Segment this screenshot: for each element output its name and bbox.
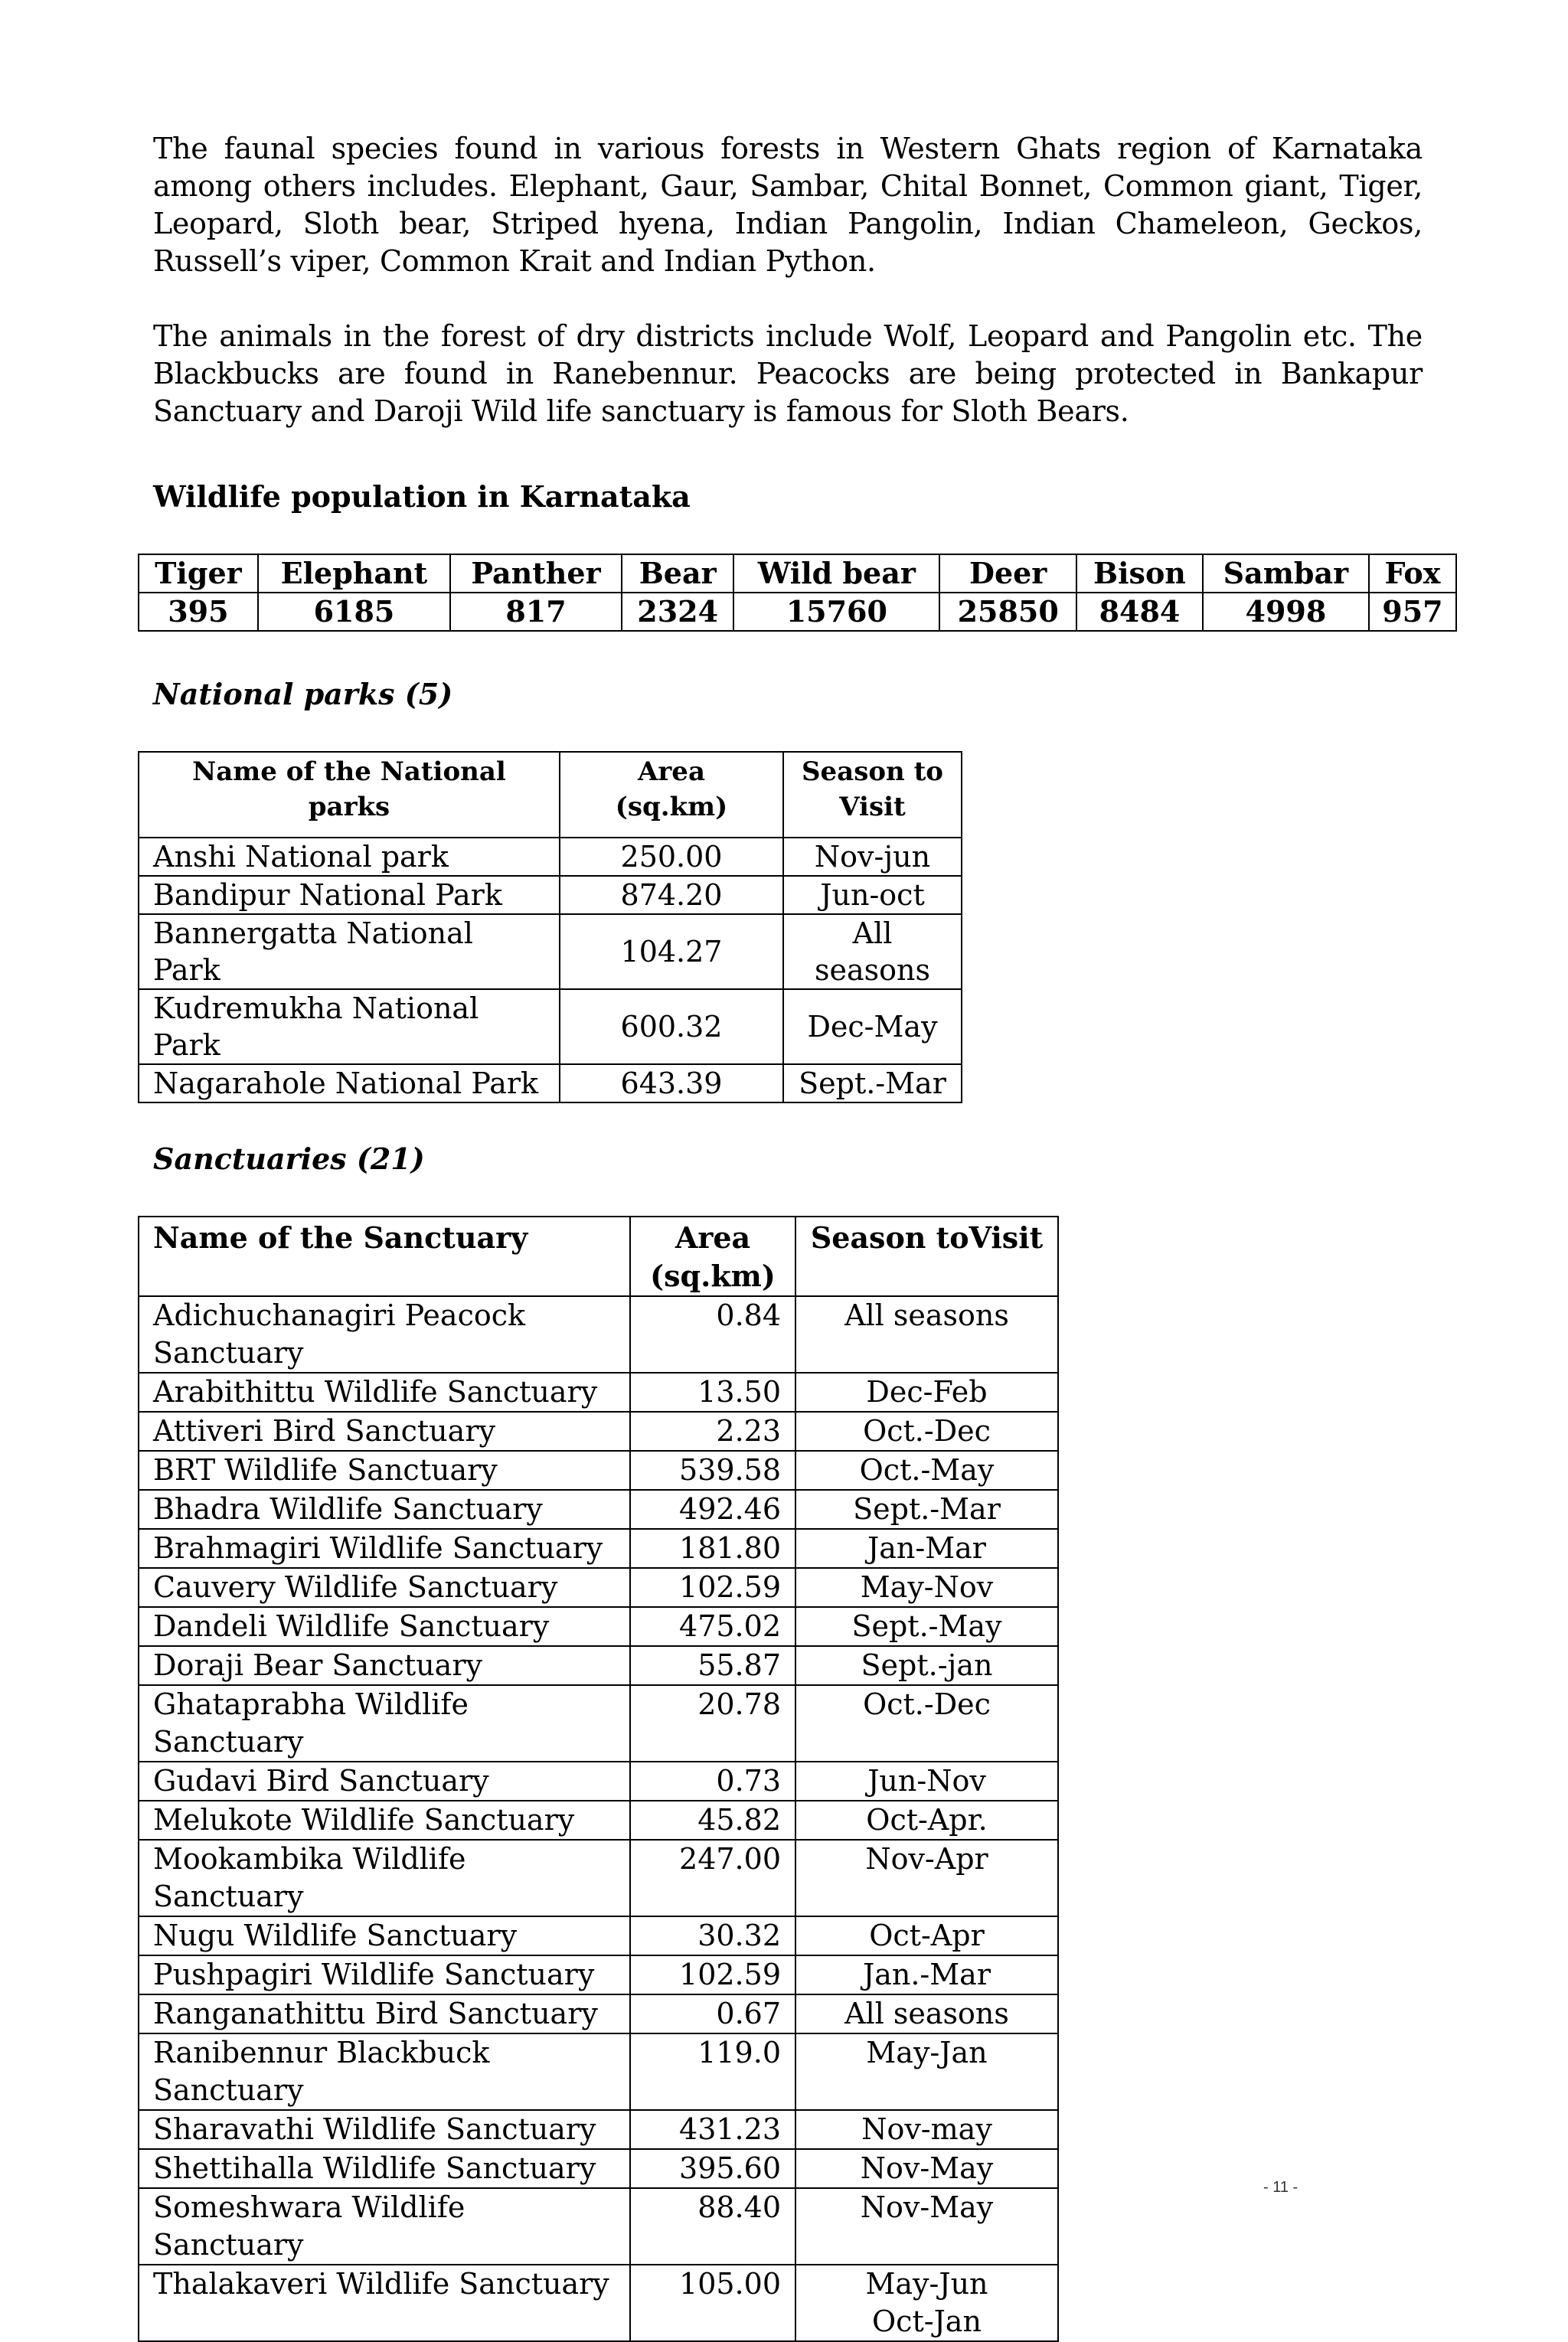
sanctuary-area-cell: 55.87 bbox=[630, 1646, 795, 1685]
national-park-name-cell: Bandipur National Park bbox=[139, 876, 560, 914]
sanctuary-row bbox=[139, 1994, 1058, 2033]
national-park-season-cell: Nov-jun bbox=[783, 838, 962, 876]
sanctuary-area-cell: 492.46 bbox=[630, 1490, 795, 1529]
sanctuary-area-cell: 2.23 bbox=[630, 1412, 795, 1451]
sanctuary-season-cell: Oct.-Dec bbox=[795, 1685, 1058, 1762]
national-park-row bbox=[139, 1064, 962, 1102]
sanctuary-row bbox=[139, 1529, 1058, 1568]
sanctuary-name-cell: Dandeli Wildlife Sanctuary bbox=[139, 1607, 630, 1646]
sanctuary-row bbox=[139, 1646, 1058, 1685]
sanctuary-season-cell: Nov-May bbox=[795, 2188, 1058, 2265]
sanctuary-area-cell: 539.58 bbox=[630, 1451, 795, 1490]
document-page bbox=[153, 130, 1443, 2342]
sanctuary-season-cell: Jan.-Mar bbox=[795, 1955, 1058, 1994]
population-animal-cell: Panther bbox=[450, 554, 622, 593]
sanctuary-row bbox=[139, 1762, 1058, 1801]
national-park-season-cell: All seasons bbox=[783, 914, 962, 989]
paragraph-dry-districts: The animals in the forest of dry districts include Wolf, Leopard and Pangolin etc. The Blackbucks are found in Ranebennur. Peacocks are being protected in Bankapur Sanctuary and Daroji Wild life sanctuary is famous for Sloth Bears. bbox=[153, 319, 1423, 428]
sanctuary-area-cell: 105.00 bbox=[630, 2265, 795, 2341]
sanctuaries-body bbox=[139, 1296, 1058, 2341]
population-count-cell: 4998 bbox=[1203, 593, 1369, 631]
population-count-cell: 25850 bbox=[939, 593, 1076, 631]
sanctuary-area-cell: 45.82 bbox=[630, 1801, 795, 1840]
sanctuary-season-cell: Jun-Nov bbox=[795, 1762, 1058, 1801]
sanctuary-name-cell: Cauvery Wildlife Sanctuary bbox=[139, 1568, 630, 1607]
national-park-row bbox=[139, 914, 962, 989]
sanctuary-area-cell: 30.32 bbox=[630, 1916, 795, 1955]
sanctuary-name-cell: Arabithittu Wildlife Sanctuary bbox=[139, 1373, 630, 1412]
sanctuary-name-cell: Shettihalla Wildlife Sanctuary bbox=[139, 2149, 630, 2188]
sanctuary-name-cell: Nugu Wildlife Sanctuary bbox=[139, 1916, 630, 1955]
sanctuary-row bbox=[139, 1568, 1058, 1607]
sanctuary-name-cell: Adichuchanagiri Peacock Sanctuary bbox=[139, 1296, 630, 1373]
sanctuary-name-cell: Ghataprabha Wildlife Sanctuary bbox=[139, 1685, 630, 1762]
sanctuary-name-cell: Gudavi Bird Sanctuary bbox=[139, 1762, 630, 1801]
population-count-cell: 6185 bbox=[258, 593, 450, 631]
sanctuary-area-cell: 181.80 bbox=[630, 1529, 795, 1568]
sanctuary-row bbox=[139, 1955, 1058, 1994]
sanctuary-area-cell: 247.00 bbox=[630, 1840, 795, 1916]
population-count-cell: 2324 bbox=[622, 593, 733, 631]
population-animal-cell: Fox bbox=[1369, 554, 1456, 593]
sanctuary-season-cell: All seasons bbox=[795, 1296, 1058, 1373]
sanctuary-season-cell: Sept.-jan bbox=[795, 1646, 1058, 1685]
sanctuary-row bbox=[139, 2188, 1058, 2265]
sn-header-name: Name of the Sanctuary bbox=[139, 1217, 630, 1296]
sanctuary-area-cell: 13.50 bbox=[630, 1373, 795, 1412]
sanctuary-season-cell: Nov-Apr bbox=[795, 1840, 1058, 1916]
wildlife-population-heading: Wildlife population in Karnataka bbox=[153, 479, 691, 514]
population-animal-cell: Bear bbox=[622, 554, 733, 593]
sanctuary-row bbox=[139, 2265, 1058, 2341]
population-animal-cell: Bison bbox=[1076, 554, 1203, 593]
sanctuary-name-cell: Doraji Bear Sanctuary bbox=[139, 1646, 630, 1685]
sanctuary-row bbox=[139, 2033, 1058, 2110]
page-number: - 11 - bbox=[1263, 2179, 1298, 2196]
paragraph-faunal-species: The faunal species found in various forests in Western Ghats region of Karnataka among others includes. Elephant, Gaur, Sambar, Chital Bonnet, Common giant, Tiger, Leopard, Sloth bear, Striped hyena, Indian Pangolin, Indian Chameleon, Geckos, Russell’s viper, Common Krait and Indian Python. bbox=[153, 132, 1423, 278]
sanctuary-row bbox=[139, 1607, 1058, 1646]
national-park-area-cell: 600.32 bbox=[560, 989, 783, 1064]
population-animal-cell: Elephant bbox=[258, 554, 450, 593]
sanctuary-row bbox=[139, 1685, 1058, 1762]
sanctuary-name-cell: Bhadra Wildlife Sanctuary bbox=[139, 1490, 630, 1529]
sanctuary-name-cell: Ranganathittu Bird Sanctuary bbox=[139, 1994, 630, 2033]
sanctuary-area-cell: 119.0 bbox=[630, 2033, 795, 2110]
sanctuary-area-cell: 20.78 bbox=[630, 1685, 795, 1762]
sanctuary-row bbox=[139, 1373, 1058, 1412]
sanctuary-season-cell: Oct.-May bbox=[795, 1451, 1058, 1490]
sanctuary-area-cell: 88.40 bbox=[630, 2188, 795, 2265]
sanctuary-area-cell: 102.59 bbox=[630, 1955, 795, 1994]
national-park-name-cell: Anshi National park bbox=[139, 838, 560, 876]
sanctuary-row bbox=[139, 1801, 1058, 1840]
population-count-cell: 957 bbox=[1369, 593, 1456, 631]
sanctuary-season-cell: Oct-Apr. bbox=[795, 1801, 1058, 1840]
national-park-row bbox=[139, 838, 962, 876]
sanctuary-name-cell: Thalakaveri Wildlife Sanctuary bbox=[139, 2265, 630, 2341]
national-park-name-cell: Nagarahole National Park bbox=[139, 1064, 560, 1102]
population-count-cell: 15760 bbox=[733, 593, 939, 631]
national-park-row bbox=[139, 989, 962, 1064]
national-park-season-cell: Jun-oct bbox=[783, 876, 962, 914]
sanctuary-name-cell: Attiveri Bird Sanctuary bbox=[139, 1412, 630, 1451]
national-park-row bbox=[139, 876, 962, 914]
sanctuary-area-cell: 0.84 bbox=[630, 1296, 795, 1373]
sanctuary-season-cell: May-Jan bbox=[795, 2033, 1058, 2110]
population-animal-cell: Deer bbox=[939, 554, 1076, 593]
population-count-cell: 8484 bbox=[1076, 593, 1203, 631]
national-park-name-cell: Bannergatta National Park bbox=[139, 914, 560, 989]
sanctuary-name-cell: Someshwara Wildlife Sanctuary bbox=[139, 2188, 630, 2265]
national-parks-table bbox=[138, 751, 962, 1103]
sanctuary-area-cell: 0.67 bbox=[630, 1994, 795, 2033]
sanctuary-row bbox=[139, 2149, 1058, 2188]
sanctuaries-heading: Sanctuaries (21) bbox=[153, 1142, 425, 1176]
sanctuaries-table bbox=[138, 1216, 1059, 2342]
sanctuary-area-cell: 431.23 bbox=[630, 2110, 795, 2149]
population-animal-cell: Wild bear bbox=[733, 554, 939, 593]
sanctuary-name-cell: Melukote Wildlife Sanctuary bbox=[139, 1801, 630, 1840]
sanctuary-season-cell: Nov-May bbox=[795, 2149, 1058, 2188]
population-animals-row bbox=[139, 554, 1456, 593]
sanctuary-row bbox=[139, 1840, 1058, 1916]
sanctuary-area-cell: 395.60 bbox=[630, 2149, 795, 2188]
sanctuary-season-cell: Sept.-Mar bbox=[795, 1490, 1058, 1529]
sanctuary-row bbox=[139, 1916, 1058, 1955]
national-park-area-cell: 104.27 bbox=[560, 914, 783, 989]
sn-header-area: Area (sq.km) bbox=[630, 1217, 795, 1296]
sanctuary-row bbox=[139, 1412, 1058, 1451]
sanctuary-row bbox=[139, 1451, 1058, 1490]
sanctuary-row bbox=[139, 1490, 1058, 1529]
sanctuary-name-cell: Brahmagiri Wildlife Sanctuary bbox=[139, 1529, 630, 1568]
sanctuary-season-cell: May-Jun Oct-Jan bbox=[795, 2265, 1058, 2341]
sanctuary-name-cell: Pushpagiri Wildlife Sanctuary bbox=[139, 1955, 630, 1994]
national-park-area-cell: 874.20 bbox=[560, 876, 783, 914]
np-header-area: Area (sq.km) bbox=[560, 752, 783, 838]
population-animal-cell: Tiger bbox=[139, 554, 258, 593]
population-count-cell: 817 bbox=[450, 593, 622, 631]
sanctuary-name-cell: Mookambika Wildlife Sanctuary bbox=[139, 1840, 630, 1916]
population-counts-row bbox=[139, 593, 1456, 631]
np-header-season: Season to Visit bbox=[783, 752, 962, 838]
national-parks-header-row bbox=[139, 752, 962, 838]
population-animal-cell: Sambar bbox=[1203, 554, 1369, 593]
sanctuary-area-cell: 0.73 bbox=[630, 1762, 795, 1801]
sanctuary-row bbox=[139, 1296, 1058, 1373]
sanctuary-name-cell: BRT Wildlife Sanctuary bbox=[139, 1451, 630, 1490]
wildlife-population-table bbox=[138, 554, 1457, 632]
sanctuary-season-cell: Jan-Mar bbox=[795, 1529, 1058, 1568]
sanctuary-season-cell: May-Nov bbox=[795, 1568, 1058, 1607]
sanctuary-season-cell: Oct-Apr bbox=[795, 1916, 1058, 1955]
sanctuary-area-cell: 102.59 bbox=[630, 1568, 795, 1607]
sanctuary-area-cell: 475.02 bbox=[630, 1607, 795, 1646]
national-park-season-cell: Sept.-Mar bbox=[783, 1064, 962, 1102]
sanctuary-season-cell: Oct.-Dec bbox=[795, 1412, 1058, 1451]
sn-header-season: Season toVisit bbox=[795, 1217, 1058, 1296]
sanctuary-season-cell: Nov-may bbox=[795, 2110, 1058, 2149]
sanctuary-season-cell: All seasons bbox=[795, 1994, 1058, 2033]
national-park-area-cell: 643.39 bbox=[560, 1064, 783, 1102]
national-parks-heading: National parks (5) bbox=[153, 677, 453, 711]
population-count-cell: 395 bbox=[139, 593, 258, 631]
sanctuaries-header-row bbox=[139, 1217, 1058, 1296]
np-header-name: Name of the National parks bbox=[139, 752, 560, 838]
national-parks-body bbox=[139, 838, 962, 1102]
sanctuary-row bbox=[139, 2110, 1058, 2149]
national-park-area-cell: 250.00 bbox=[560, 838, 783, 876]
sanctuary-season-cell: Sept.-May bbox=[795, 1607, 1058, 1646]
national-park-name-cell: Kudremukha National Park bbox=[139, 989, 560, 1064]
sanctuary-name-cell: Ranibennur Blackbuck Sanctuary bbox=[139, 2033, 630, 2110]
sanctuary-season-cell: Dec-Feb bbox=[795, 1373, 1058, 1412]
national-park-season-cell: Dec-May bbox=[783, 989, 962, 1064]
sanctuary-name-cell: Sharavathi Wildlife Sanctuary bbox=[139, 2110, 630, 2149]
